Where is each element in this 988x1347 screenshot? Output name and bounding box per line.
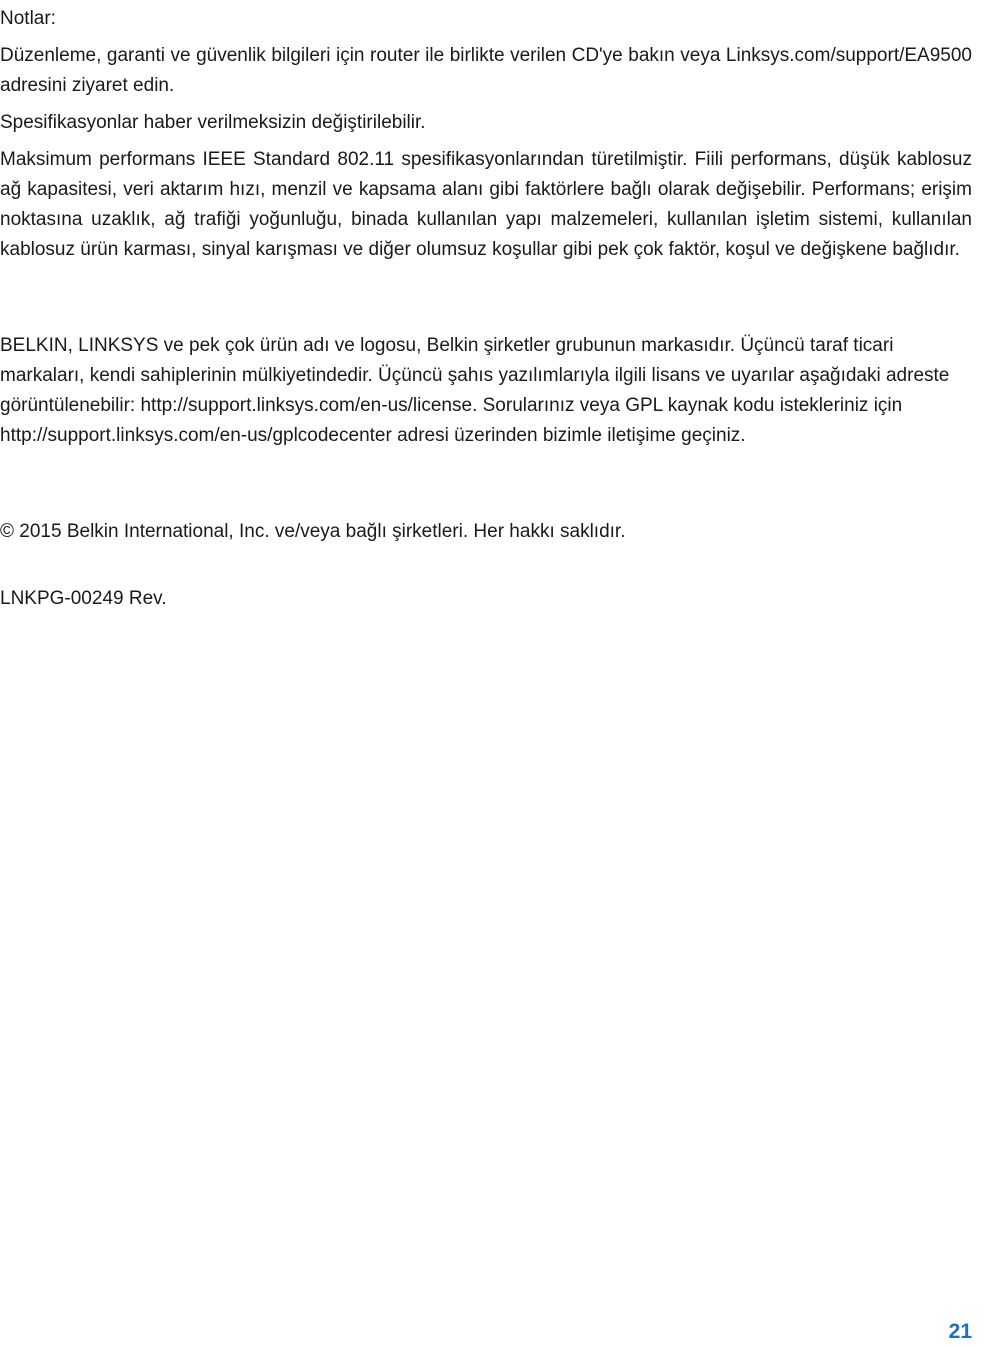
copyright-line: © 2015 Belkin International, Inc. ve/veya bağlı şirketleri. Her hakkı saklıdır. (0, 521, 626, 542)
page-number: 21 (948, 1320, 972, 1343)
legal-info-paragraph: Düzenleme, garanti ve güvenlik bilgileri için router ile birlikte verilen CD'ye bakın veya Linksys.com/support/EA9500 adresini ziyaret edin. (0, 45, 972, 96)
document-id: LNKPG-00249 Rev. (0, 588, 167, 609)
trademark-paragraph: BELKIN, LINKSYS ve pek çok ürün adı ve logosu, Belkin şirketler grubunun markasıdır. Üçüncü taraf ticari markaları, kendi sahiplerinin mülkiyetindedir. Üçüncü şahıs yazılımlarıyla ilgili lisans ve uyarılar aşağıdaki adreste görüntülenebilir: http://support.linksys.com/en-us/license. Sorularınız veya GPL kaynak kodu istekleriniz için http://support.linksys.com/en-us/gplcodecenter adresi üzerinden bizimle iletişime geçiniz. (0, 335, 950, 446)
specifications-paragraph: Spesifikasyonlar haber verilmeksizin değiştirilebilir. (0, 112, 426, 133)
notes-heading: Notlar: (0, 8, 56, 29)
performance-paragraph: Maksimum performans IEEE Standard 802.11 spesifikasyonlarından türetilmiştir. Fiili performans, düşük kablosuz ağ kapasitesi, veri aktarım hızı, menzil ve kapsama alanı gibi faktörlere bağlı olarak değişebilir. Performans; erişim noktasına uzaklık, ağ trafiği yoğunluğu, binada kullanılan yapı malzemeleri, kullanılan işletim sistemi, kullanılan kablosuz ürün karması, sinyal karışması ve diğer olumsuz koşullar gibi pek çok faktör, koşul ve değişkene bağlıdır. (0, 149, 972, 260)
